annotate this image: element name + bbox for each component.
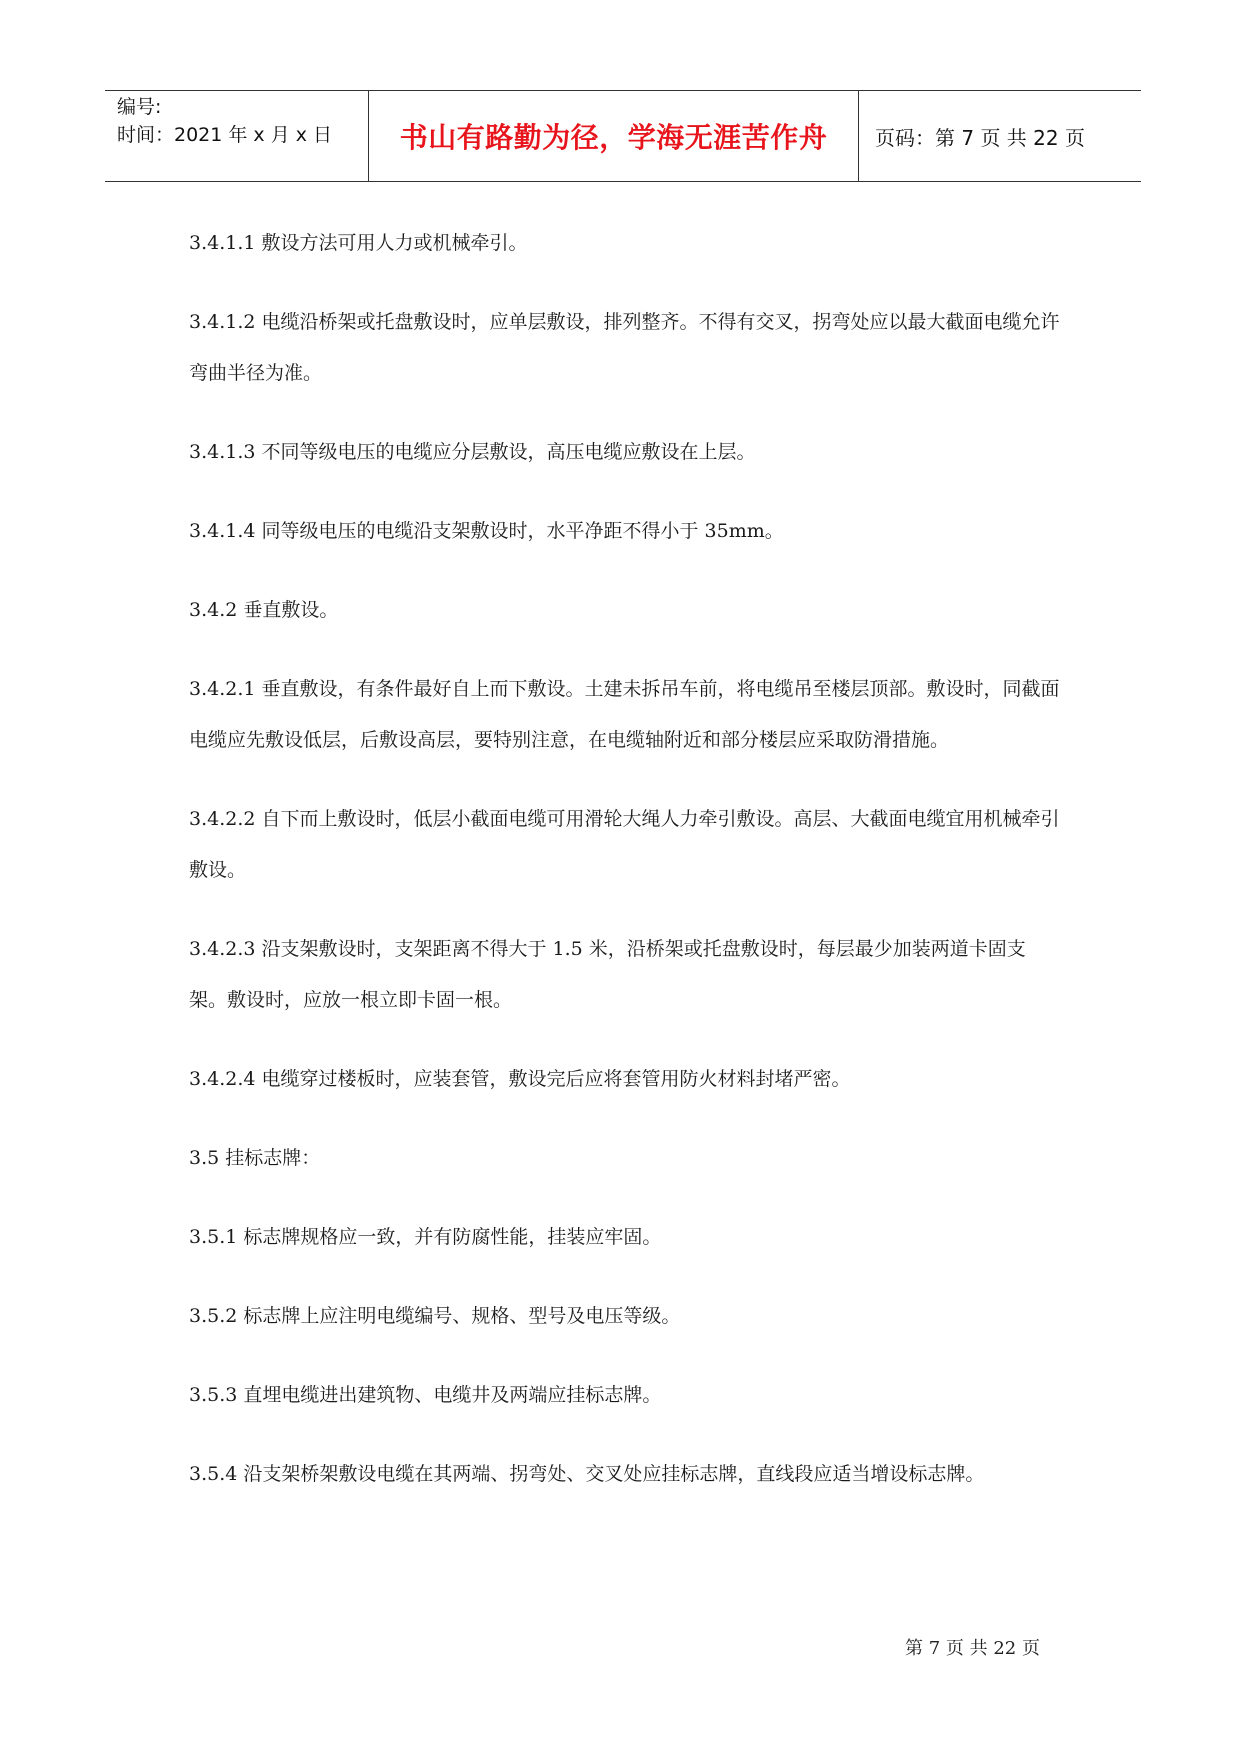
document-number-label: 编号: bbox=[117, 96, 162, 118]
document-time-label: 时间：2021 年 x 月 x 日 bbox=[117, 124, 333, 146]
page-header bbox=[105, 90, 1141, 182]
paragraph: 3.5.4 沿支架桥架敷设电缆在其两端、拐弯处、交叉处应挂标志牌，直线段应适当增设标志牌。 bbox=[189, 1463, 985, 1485]
header-divider bbox=[858, 91, 859, 181]
paragraph: 3.4.1.4 同等级电压的电缆沿支架敷设时，水平净距不得小于 35mm。 bbox=[189, 520, 784, 542]
document-meta bbox=[117, 93, 367, 149]
paragraph: 3.5.2 标志牌上应注明电缆编号、规格、型号及电压等级。 bbox=[189, 1305, 681, 1327]
header-motto: 书山有路勤为径，学海无涯苦作舟 bbox=[399, 121, 828, 154]
paragraph: 3.4.2 垂直敷设。 bbox=[189, 599, 339, 621]
paragraph: 3.4.1.3 不同等级电压的电缆应分层敷设，高压电缆应敷设在上层。 bbox=[189, 441, 756, 463]
header-page-code: 页码：第 7 页 共 22 页 bbox=[875, 125, 1085, 150]
paragraph: 3.4.2.2 自下而上敷设时，低层小截面电缆可用滑轮大绳人力牵引敷设。高层、大截面电缆宜用机械牵引敷设。 bbox=[189, 808, 1060, 881]
paragraph: 3.5 挂标志牌： bbox=[189, 1147, 321, 1169]
paragraph: 3.5.3 直埋电缆进出建筑物、电缆井及两端应挂标志牌。 bbox=[189, 1384, 662, 1406]
document-body bbox=[189, 218, 1061, 1528]
paragraph: 3.4.2.1 垂直敷设，有条件最好自上而下敷设。土建未拆吊车前，将电缆吊至楼层顶部。敷设时，同截面电缆应先敷设低层，后敷设高层，要特别注意，在电缆轴附近和部分楼层应采取防滑措施。 bbox=[189, 678, 1060, 751]
paragraph: 3.5.1 标志牌规格应一致，并有防腐性能，挂装应牢固。 bbox=[189, 1226, 662, 1248]
paragraph: 3.4.1.1 敷设方法可用人力或机械牵引。 bbox=[189, 232, 528, 254]
page-footer: 第 7 页 共 22 页 bbox=[905, 1638, 1040, 1659]
paragraph: 3.4.1.2 电缆沿桥架或托盘敷设时，应单层敷设，排列整齐。不得有交叉，拐弯处应以最大截面电缆允许弯曲半径为准。 bbox=[189, 311, 1060, 384]
paragraph: 3.4.2.3 沿支架敷设时，支架距离不得大于 1.5 米，沿桥架或托盘敷设时，每层最少加装两道卡固支架。敷设时，应放一根立即卡固一根。 bbox=[189, 938, 1026, 1011]
paragraph: 3.4.2.4 电缆穿过楼板时，应装套管，敷设完后应将套管用防火材料封堵严密。 bbox=[189, 1068, 851, 1090]
